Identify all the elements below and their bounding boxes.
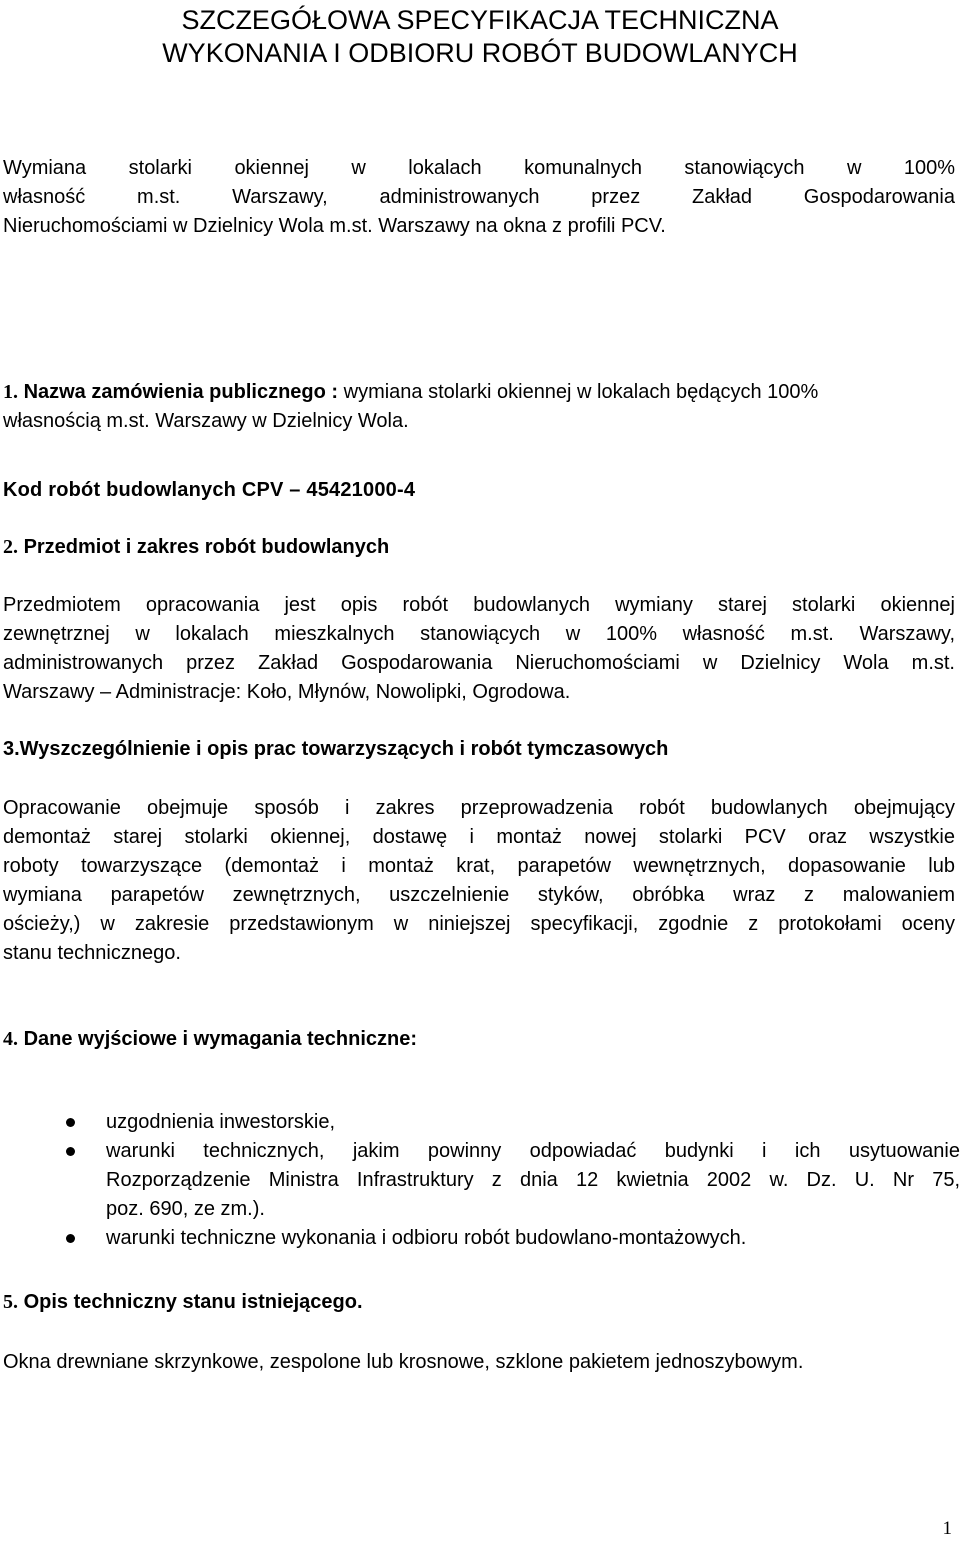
- document-title: [0, 4, 960, 70]
- section-4-heading: [3, 1025, 955, 1054]
- list-item-line: warunki techniczne wykonania i odbioru robót budowlano-montażowych.: [106, 1227, 747, 1249]
- section-3-line-4: wymiana parapetów zewnętrznych, uszczelnienie styków, obróbka wraz z malowaniem: [3, 884, 955, 906]
- intro-line-2: własność m.st. Warszawy, administrowanych przez Zakład Gospodarowania: [3, 186, 955, 208]
- section-1-line-1: [3, 378, 955, 407]
- section-5-paragraph: Okna drewniane skrzynkowe, zespolone lub krosnowe, szklone pakietem jednoszybowym.: [3, 1351, 804, 1373]
- intro-line-1: Wymiana stolarki okiennej w lokalach komunalnych stanowiących w 100%: [3, 157, 955, 179]
- section-4-number: 4.: [3, 1028, 18, 1050]
- section-2-line-1: Przedmiotem opracowania jest opis robót budowlanych wymiany starej stolarki okiennej: [3, 594, 955, 616]
- section-3-line-3: roboty towarzyszące (demontaż i montaż krat, parapetów wewnętrznych, dopasowanie lub: [3, 855, 955, 877]
- page-number: 1: [942, 1518, 952, 1539]
- section-2-heading: [3, 533, 955, 562]
- intro-line-3: Nieruchomościami w Dzielnicy Wola m.st. Warszawy na okna z profili PCV.: [3, 215, 666, 237]
- list-item: [62, 1108, 960, 1137]
- section-2-line-2: zewnętrznej w lokalach mieszkalnych stanowiących w 100% własność m.st. Warszawy,: [3, 623, 955, 645]
- section-3-paragraph: [3, 794, 955, 968]
- list-item-line: warunki technicznych, jakim powinny odpowiadać budynki i ich usytuowanie: [106, 1140, 960, 1162]
- section-5-heading: [3, 1288, 955, 1317]
- section-5-number: 5.: [3, 1291, 18, 1313]
- document-title-line-1: SZCZEGÓŁOWA SPECYFIKACJA TECHNICZNA: [181, 5, 779, 35]
- section-3-line-1: Opracowanie obejmuje sposób i zakres przeprowadzenia robót budowlanych obejmujący: [3, 797, 955, 819]
- section-2-paragraph: [3, 591, 955, 707]
- bullet-icon: [66, 1147, 75, 1156]
- section-4-heading-text: Dane wyjściowe i wymagania techniczne:: [23, 1028, 418, 1050]
- requirements-list: [62, 1108, 960, 1253]
- section-1-text: wymiana stolarki okiennej w lokalach będących 100%: [338, 381, 819, 403]
- cpv-code: Kod robót budowlanych CPV – 45421000-4: [3, 479, 416, 501]
- section-2-line-3: administrowanych przez Zakład Gospodarowania Nieruchomościami w Dzielnicy Wola m.st.: [3, 652, 955, 674]
- section-2-line-4: Warszawy – Administracje: Koło, Młynów, Nowolipki, Ogrodowa.: [3, 681, 571, 703]
- list-item: [62, 1137, 960, 1224]
- section-3-line-6: stanu technicznego.: [3, 942, 181, 964]
- bullet-icon: [66, 1234, 75, 1243]
- section-2-number: 2.: [3, 536, 18, 558]
- list-item: [62, 1224, 960, 1253]
- document-title-line-2: WYKONANIA I ODBIORU ROBÓT BUDOWLANYCH: [162, 38, 798, 68]
- list-item-line: poz. 690, ze zm.).: [106, 1198, 265, 1220]
- section-1-number: 1.: [3, 381, 18, 403]
- section-3-line-2: demontaż starej stolarki okiennej, dostawę i montaż nowej stolarki PCV oraz wszystkie: [3, 826, 955, 848]
- list-item-line: uzgodnienia inwestorskie,: [106, 1111, 336, 1133]
- intro-paragraph: [3, 154, 955, 241]
- section-5-heading-text: Opis techniczny stanu istniejącego.: [23, 1291, 363, 1313]
- bullet-icon: [66, 1118, 75, 1127]
- section-1-line-2: własnością m.st. Warszawy w Dzielnicy Wola.: [3, 410, 409, 432]
- list-item-line: Rozporządzenie Ministra Infrastruktury z dnia 12 kwietnia 2002 w. Dz. U. Nr 75,: [106, 1169, 960, 1191]
- section-1-heading: Nazwa zamówienia publicznego :: [23, 381, 339, 403]
- section-3-heading: 3.Wyszczególnienie i opis prac towarzyszących i robót tymczasowych: [3, 738, 669, 760]
- section-1-paragraph: [3, 378, 955, 436]
- section-2-heading-text: Przedmiot i zakres robót budowlanych: [23, 536, 390, 558]
- section-3-line-5: ościeży,) w zakresie przedstawionym w niniejszej specyfikacji, zgodnie z protokołami oceny: [3, 913, 955, 935]
